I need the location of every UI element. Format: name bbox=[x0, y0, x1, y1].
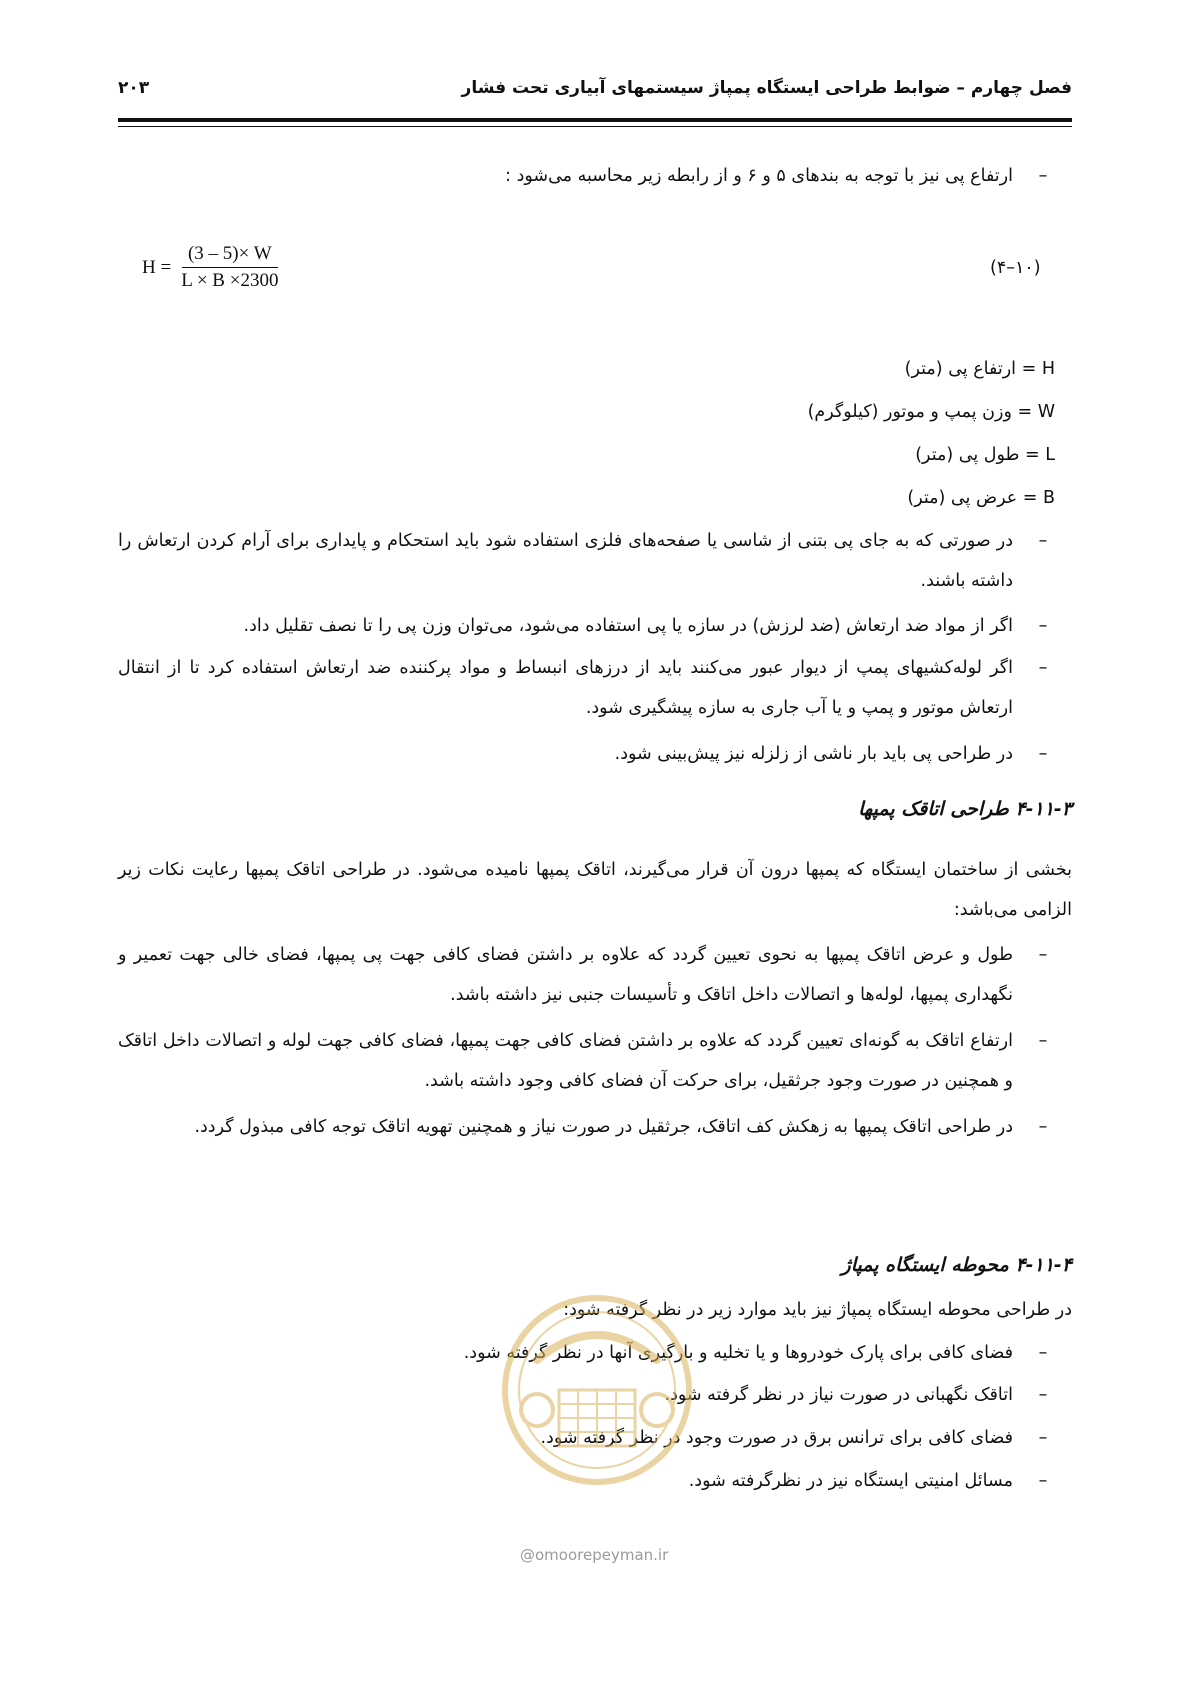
bullet-dash: – bbox=[1038, 1343, 1048, 1363]
list-item bbox=[118, 1107, 1072, 1147]
bullet-dash: – bbox=[1038, 1471, 1048, 1491]
bullet-dash: – bbox=[1038, 658, 1048, 678]
equation-number: (۱۰–۴) bbox=[990, 258, 1041, 278]
list-item bbox=[118, 734, 1072, 774]
intro-text: ارتفاع پی نیز با توجه به بندهای ۵ و ۶ و از رابطه زیر محاسبه می‌شود : bbox=[505, 166, 1013, 186]
definition-b: B = عرض پی (متر) bbox=[907, 488, 1055, 508]
bullet-dash: – bbox=[1038, 1031, 1048, 1051]
list-item bbox=[118, 521, 1072, 601]
formula-fraction bbox=[175, 243, 284, 292]
definition-l: L = طول پی (متر) bbox=[915, 445, 1055, 465]
list-item-text: ارتفاع اتاقک به گونه‌ای تعیین گردد که علاوه بر داشتن فضای کافی جهت پمپها، فضای کافی جهت لوله و اتصالات داخل اتاقک و همچنین در صورت وجود جرثقیل، برای حرکت آن فضای کافی وجود داشته باشد. bbox=[118, 1031, 1013, 1091]
list-item-text: اگر از مواد ضد ارتعاش (ضد لرزش) در سازه یا پی استفاده می‌شود، می‌توان وزن پی را تا نصف تقلیل داد. bbox=[243, 616, 1013, 636]
bullet-dash: – bbox=[1038, 945, 1048, 965]
section-intro: در طراحی محوطه ایستگاه پمپاژ نیز باید موارد زیر در نظر گرفته شود: bbox=[563, 1300, 1072, 1320]
bullet-dash: – bbox=[1038, 1428, 1048, 1448]
list-item bbox=[118, 648, 1072, 728]
definition-w: W = وزن پمپ و موتور (کیلوگرم) bbox=[807, 402, 1055, 422]
section-intro bbox=[118, 850, 1072, 930]
header-rule-thin bbox=[118, 126, 1072, 127]
bullet-dash: – bbox=[1038, 1117, 1048, 1137]
section-heading: ۴-۱۱-۴ محوطه ایستگاه پمپاژ bbox=[841, 1254, 1072, 1276]
formula-denominator: L × B ×2300 bbox=[181, 270, 279, 291]
definition-h: H = ارتفاع پی (متر) bbox=[904, 359, 1055, 379]
list-item-text: در طراحی اتاقک پمپها به زهکش کف اتاقک، جرثقیل در صورت نیاز و همچنین تهویه اتاقک توجه کافی مبذول گردد. bbox=[194, 1117, 1013, 1137]
running-title: فصل چهارم – ضوابط طراحی ایستگاه پمپاژ سیستمهای آبیاری تحت فشار bbox=[461, 78, 1072, 98]
watermark-text: @omoorepeyman.ir bbox=[520, 1546, 669, 1564]
formula bbox=[142, 243, 284, 292]
list-item-text: اتاقک نگهبانی در صورت نیاز در نظر گرفته شود. bbox=[664, 1385, 1013, 1405]
list-item-text: طول و عرض اتاقک پمپها به نحوی تعیین گردد که علاوه بر داشتن فضای کافی جهت پی پمپها، فضای خالی جهت تعمیر و نگهداری پمپها، لوله‌ها و اتصالات داخل اتاقک و تأسیسات جنبی نیز داشته باشد. bbox=[118, 945, 1013, 1005]
list-item bbox=[118, 1021, 1072, 1101]
section-heading: ۴-۱۱-۳ طراحی اتاقک پمپها bbox=[858, 798, 1072, 820]
list-item-text: در صورتی که به جای پی بتنی از شاسی یا صفحه‌های فلزی استفاده شود باید استحکام و پایداری برای آرام کردن ارتعاش را داشته باشند. bbox=[118, 531, 1013, 591]
list-item-text: فضای کافی برای پارک خودروها و یا تخلیه و بارگیری آنها در نظر گرفته شود. bbox=[463, 1343, 1013, 1363]
bullet-dash: – bbox=[1038, 166, 1048, 186]
list-item-text: مسائل امنیتی ایستگاه نیز در نظرگرفته شود. bbox=[688, 1471, 1013, 1491]
list-item bbox=[118, 935, 1072, 1015]
bullet-dash: – bbox=[1038, 1385, 1048, 1405]
intro-item bbox=[118, 156, 1055, 196]
page-number: ۲۰۳ bbox=[118, 78, 150, 98]
bullet-dash: – bbox=[1038, 531, 1048, 551]
bullet-dash: – bbox=[1038, 744, 1048, 764]
list-item-text: فضای کافی برای ترانس برق در صورت وجود در نظر گرفته شود. bbox=[540, 1428, 1013, 1448]
list-item-text: اگر لوله‌کشیهای پمپ از دیوار عبور می‌کنند باید از درزهای انبساط و مواد پرکننده ضد ارتعاش استفاده کرد تا از انتقال ارتعاش موتور و پمپ و یا آب جاری به سازه پیشگیری شود. bbox=[118, 658, 1013, 718]
running-header bbox=[118, 70, 1072, 110]
list-item bbox=[118, 606, 1072, 646]
section-intro-text: بخشی از ساختمان ایستگاه که پمپها درون آن قرار می‌گیرند، اتاقک پمپها نامیده می‌شود. در طراحی اتاقک پمپها رعایت نکات زیر الزامی می‌باشد: bbox=[118, 860, 1072, 920]
logo-seal-icon bbox=[497, 1290, 697, 1490]
list-item-text: در طراحی پی باید بار ناشی از زلزله نیز پیش‌بینی شود. bbox=[614, 744, 1013, 764]
header-rule-thick bbox=[118, 118, 1072, 122]
bullet-dash: – bbox=[1038, 616, 1048, 636]
formula-lhs: H = bbox=[142, 256, 172, 278]
formula-numerator: (3 – 5)× W bbox=[182, 243, 278, 268]
